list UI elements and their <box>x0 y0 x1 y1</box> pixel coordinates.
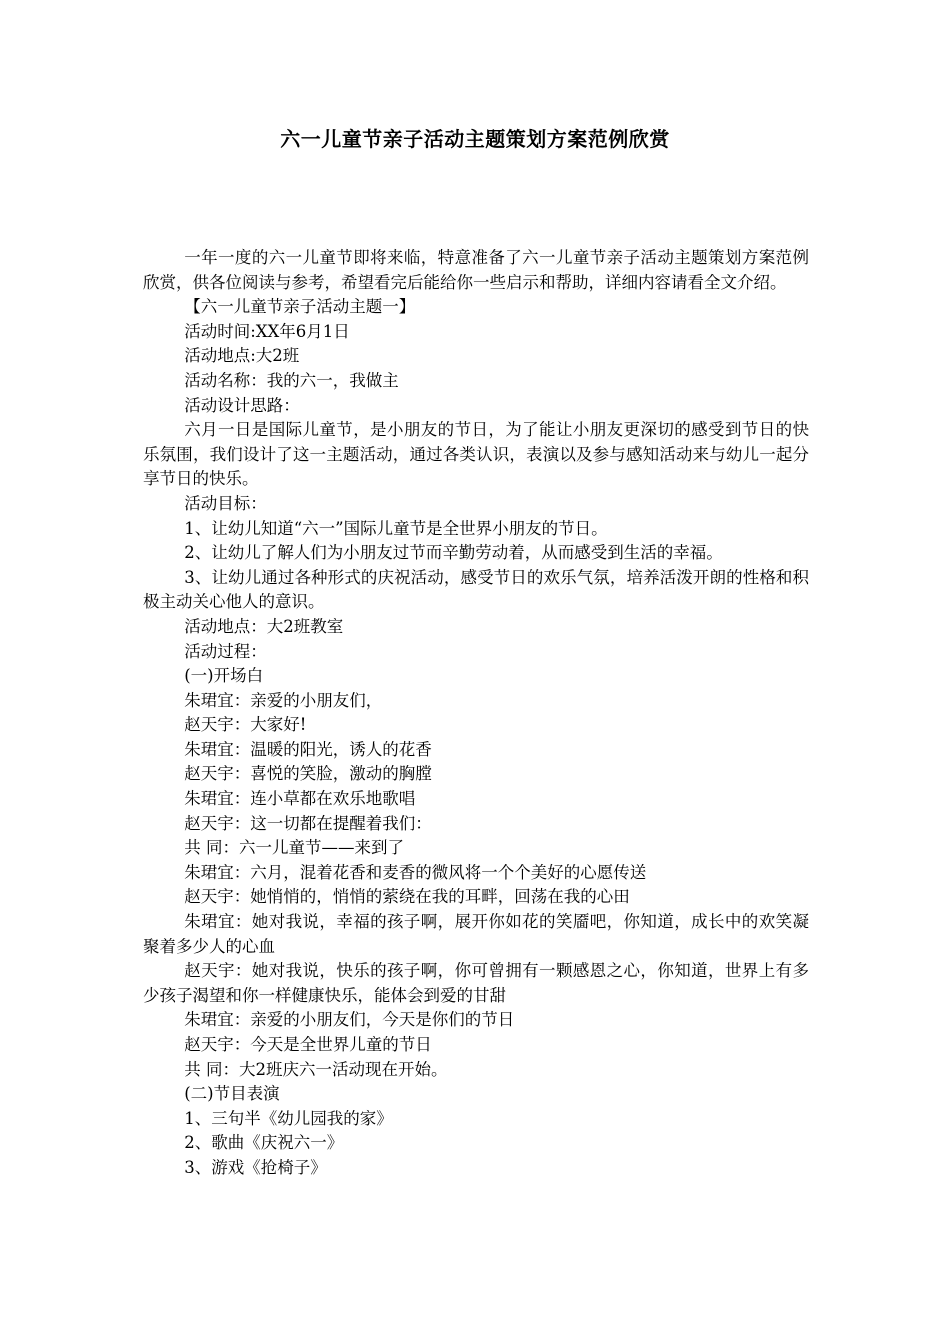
activity-time: 活动时间:XX年6月1日 <box>184 321 350 341</box>
activity-location: 活动地点:大2班 <box>184 346 300 366</box>
dialogue-line: 赵天宇：喜悦的笑脸，激动的胸膛 <box>184 764 432 784</box>
goal-item: 3、让幼儿通过各种形式的庆祝活动，感受节日的欢乐气氛，培养活泼开朗的性格和积极主动关心他人的意识。 <box>143 567 809 612</box>
dialogue-line: 赵天宇：她对我说，快乐的孩子啊，你可曾拥有一颗感恩之心，你知道，世界上有多少孩子渴望和你一样健康快乐，能体会到爱的甘甜 <box>143 961 809 1005</box>
section-heading: 【六一儿童节亲子活动主题一】 <box>184 297 416 317</box>
dialogue-line: 朱珺宜：温暖的阳光，诱人的花香 <box>184 739 432 759</box>
dialogue-line: 朱珺宜：六月，混着花香和麦香的微风将一个个美好的心愿传送 <box>184 862 647 882</box>
dialogue-line: 赵天宇：今天是全世界儿童的节日 <box>184 1035 432 1054</box>
program-item: 3、游戏《抢椅子》 <box>184 1157 327 1177</box>
document-title: 六一儿童节亲子活动主题策划方案范例欣赏 <box>280 127 670 151</box>
intro-paragraph: 一年一度的六一儿童节即将来临，特意准备了六一儿童节亲子活动主题策划方案范例欣赏，供各位阅读与参考，希望看完后能给你一些启示和帮助，详细内容请看全文介绍。 <box>143 248 809 292</box>
dialogue-line: 朱珺宜：连小草都在欢乐地歌唱 <box>184 789 416 809</box>
performance-heading: (二)节目表演 <box>184 1084 280 1104</box>
opening-heading: (一)开场白 <box>184 666 264 686</box>
program-item: 1、三句半《幼儿园我的家》 <box>184 1108 393 1128</box>
process-label: 活动过程： <box>184 641 267 661</box>
dialogue-line: 共 同：六一儿童节——来到了 <box>184 838 404 858</box>
goal-item: 1、让幼儿知道“六一”国际儿童节是全世界小朋友的节日。 <box>184 518 608 538</box>
dialogue-line: 朱珺宜：亲爱的小朋友们， <box>184 690 383 710</box>
dialogue-line: 共 同：大2班庆六一活动现在开始。 <box>184 1059 448 1079</box>
dialogue-line: 朱珺宜：亲爱的小朋友们，今天是你们的节日 <box>184 1010 515 1030</box>
activity-room: 活动地点：大2班教室 <box>184 616 344 636</box>
dialogue-line: 赵天宇：大家好! <box>184 715 307 735</box>
goals-label: 活动目标： <box>184 493 267 513</box>
program-item: 2、歌曲《庆祝六一》 <box>184 1133 344 1153</box>
design-idea-paragraph: 六月一日是国际儿童节，是小朋友的节日，为了能让小朋友更深切的感受到节日的快乐氛围，我们设计了这一主题活动，通过各类认识，表演以及参与感知活动来与幼儿一起分享节日的快乐。 <box>143 420 809 489</box>
design-idea-label: 活动设计思路： <box>184 395 300 415</box>
goal-item: 2、让幼儿了解人们为小朋友过节而辛勤劳动着，从而感受到生活的幸福。 <box>184 543 723 563</box>
document-body <box>143 246 809 1181</box>
dialogue-line: 赵天宇：这一切都在提醒着我们： <box>184 813 432 833</box>
dialogue-line: 朱珺宜：她对我说，幸福的孩子啊，展开你如花的笑靥吧，你知道，成长中的欢笑凝聚着多少人的心血 <box>143 912 809 956</box>
activity-name: 活动名称：我的六一，我做主 <box>184 370 399 390</box>
dialogue-line: 赵天宇：她悄悄的，悄悄的萦绕在我的耳畔，回荡在我的心田 <box>184 887 630 907</box>
